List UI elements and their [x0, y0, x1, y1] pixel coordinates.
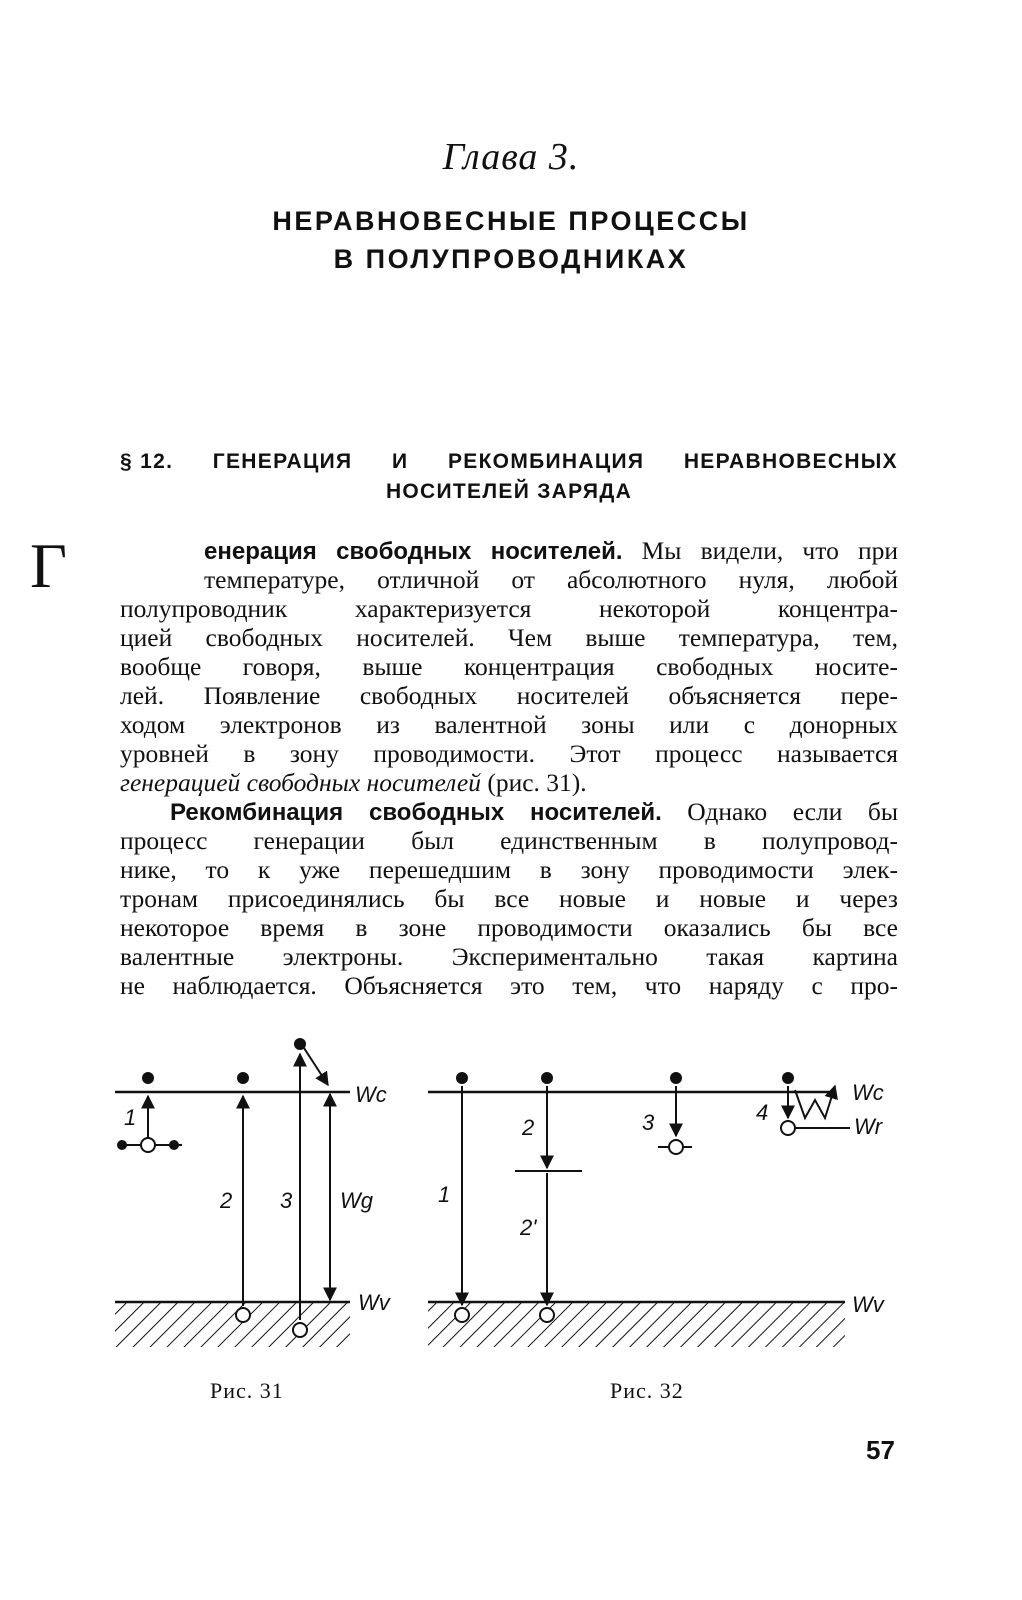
paragraph-line: Рекомбинация свободных носителей. Однако если бы [170, 797, 898, 826]
hole [141, 1138, 155, 1152]
paragraph-line: процесс генерации был единственным в полупровод- [120, 826, 898, 855]
hole [455, 1308, 469, 1322]
paragraph-line: не наблюдается. Объясняется это тем, что наряду с про- [120, 971, 898, 1000]
label-wr: Wr [854, 1114, 883, 1139]
hole [293, 1323, 307, 1337]
figure-31-diagram [110, 1030, 410, 1360]
section-title-line2: НОСИТЕЛЕЙ ЗАРЯДА [385, 480, 633, 503]
valence-band-hatching [115, 1303, 350, 1347]
paragraph-line: полупроводник характеризуется некоторой концентра- [120, 594, 898, 623]
paragraph-line: некоторое время в зоне проводимости оказались бы все [120, 913, 898, 942]
transition-label: 2' [520, 1215, 537, 1240]
transition-label: 2 [220, 1188, 233, 1213]
paragraph-line: вообще говоря, выше концентрация свободных носите- [120, 652, 898, 681]
label-wc: Wc [852, 1080, 884, 1105]
paragraph-heading: Рекомбинация свободных носителей. [170, 799, 662, 826]
transition-label: 1 [124, 1105, 137, 1130]
chapter-title-line1: НЕРАВНОВЕСНЫЕ ПРОЦЕССЫ [272, 206, 750, 236]
transition-label: 4 [756, 1100, 769, 1125]
paragraph-line: тронам присоединялись бы все новые и новые и через [120, 884, 898, 913]
chapter-title-line2: В ПОЛУПРОВОДНИКАХ [333, 244, 689, 274]
relaxation-arrow [304, 1048, 328, 1085]
paragraph-line: генерацией свободных носителей (рис. 31). [120, 768, 587, 797]
chapter-label: Глава 3. [442, 136, 580, 178]
section-number: § 12. [120, 450, 174, 473]
paragraph-line: ходом электронов из валентной зоны или с донорных [120, 710, 898, 739]
electron [237, 1072, 249, 1084]
figure-32-caption: Рис. 32 [610, 1378, 684, 1403]
transition-label: 2 [522, 1115, 535, 1140]
paragraph-line: валентные электроны. Экспериментально такая картина [120, 942, 898, 971]
section-title-word: НЕРАВНОВЕСНЫХ [683, 450, 898, 473]
valence-band-hatching [428, 1303, 845, 1347]
drop-cap: Г [30, 530, 67, 601]
transition-label: 3 [642, 1110, 655, 1135]
label-wv: Wv [358, 1290, 390, 1315]
paragraph-heading: енерация свободных носителей. [204, 538, 623, 565]
page-number: 57 [866, 1435, 895, 1465]
figure-32 [420, 1030, 910, 1403]
electron [456, 1072, 468, 1084]
paragraph-line: нике, то к уже перешедшим в зону проводимости элек- [120, 855, 898, 884]
electron [142, 1072, 154, 1084]
paragraph-line: цией свободных носителей. Чем выше температура, тем, [120, 623, 898, 652]
section-title [120, 447, 898, 507]
label-wg: Wg [340, 1188, 373, 1213]
chapter-title [0, 202, 1022, 278]
label-wv: Wv [852, 1292, 884, 1317]
transition-label: 3 [280, 1188, 293, 1213]
paragraph-line: уровней в зону проводимости. Этот процесс называется [120, 739, 898, 768]
section-title-word: РЕКОМБИНАЦИЯ [447, 450, 645, 473]
italic-term: генерацией свободных носителей [120, 768, 481, 797]
paragraph-line: температуре, отличной от абсолютного нуля, любой [204, 565, 898, 594]
label-wc: Wc [355, 1082, 387, 1107]
figure-31-caption: Рис. 31 [210, 1378, 284, 1403]
electron [782, 1072, 794, 1084]
body-text [120, 536, 898, 1000]
figure-31 [110, 1030, 410, 1403]
hole [781, 1121, 795, 1135]
figure-32-diagram [420, 1030, 910, 1360]
electron [117, 1140, 127, 1150]
electron [541, 1072, 553, 1084]
hole [236, 1308, 250, 1322]
electron [169, 1140, 179, 1150]
transition-label: 1 [438, 1182, 451, 1207]
section-title-word: И [391, 450, 409, 473]
hole [540, 1308, 554, 1322]
electron [670, 1072, 682, 1084]
paragraph-line: лей. Появление свободных носителей объясняется пере- [120, 681, 898, 710]
paragraph-line: енерация свободных носителей. Мы видели, что при [204, 536, 898, 565]
section-title-word: ГЕНЕРАЦИЯ [212, 450, 353, 473]
hole [669, 1140, 683, 1154]
